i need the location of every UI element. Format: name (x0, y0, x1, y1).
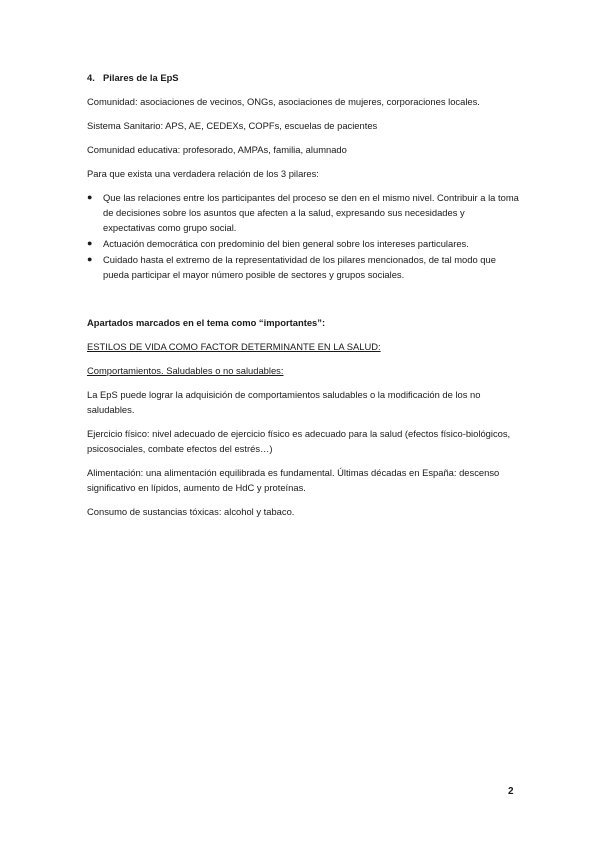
list-item-text: Actuación democrática con predominio del bien general sobre los intereses particulares. (103, 238, 469, 249)
list-item (87, 190, 519, 235)
page-number: 2 (508, 786, 514, 797)
section-number: 4. (87, 72, 95, 83)
lifestyle-subheading: ESTILOS DE VIDA COMO FACTOR DETERMINANTE EN LA SALUD: (87, 341, 381, 352)
bullet-icon: ● (87, 254, 93, 264)
paragraph-ejercicio-fisico: Ejercicio físico: nivel adecuado de ejercicio físico es adecuado para la salud (efectos físico-biológicos, psicosociales, combate efectos del estrés…) (87, 428, 511, 454)
page-content (87, 70, 519, 528)
paragraph-consumo-toxicas: Consumo de sustancias tóxicas: alcohol y tabaco. (87, 506, 295, 517)
paragraph-sistema-sanitario: Sistema Sanitario: APS, AE, CEDEXs, COPFs, escuelas de pacientes (87, 120, 378, 131)
list-item-text: Cuidado hasta el extremo de la representatividad de los pilares mencionados, de tal modo que pueda participar el mayor número posible de sectores y grupos sociales. (103, 254, 496, 280)
paragraph-comunidad-educativa: Comunidad educativa: profesorado, AMPAs, familia, alumnado (87, 144, 347, 155)
bullet-icon: ● (87, 238, 93, 248)
list-item (87, 236, 519, 251)
paragraph-alimentacion: Alimentación: una alimentación equilibrada es fundamental. Últimas décadas en España: descenso significativo en lípidos, aumento de HdC y proteínas. (87, 467, 500, 493)
list-item-text: Que las relaciones entre los participantes del proceso se den en el mismo nivel. Contribuir a la toma de decisiones sobre los asuntos que afecten a la salud, expresando sus necesidades y expectativas como grupo social. (103, 192, 519, 233)
behaviors-subheading: Comportamientos. Saludables o no saludables: (87, 365, 284, 376)
section-title: Pilares de la EpS (103, 72, 179, 83)
section-heading (87, 70, 519, 85)
paragraph-intro-relacion: Para que exista una verdadera relación de los 3 pilares: (87, 168, 319, 179)
important-heading: Apartados marcados en el tema como “importantes”: (87, 317, 326, 328)
paragraph-eps-comportamientos: La EpS puede lograr la adquisición de comportamientos saludables o la modificación de los no saludables. (87, 389, 481, 415)
list-item (87, 252, 519, 282)
bullet-list (87, 190, 519, 282)
bullet-icon: ● (87, 192, 93, 202)
paragraph-comunidad: Comunidad: asociaciones de vecinos, ONGs, asociaciones de mujeres, corporaciones locales. (87, 96, 480, 107)
